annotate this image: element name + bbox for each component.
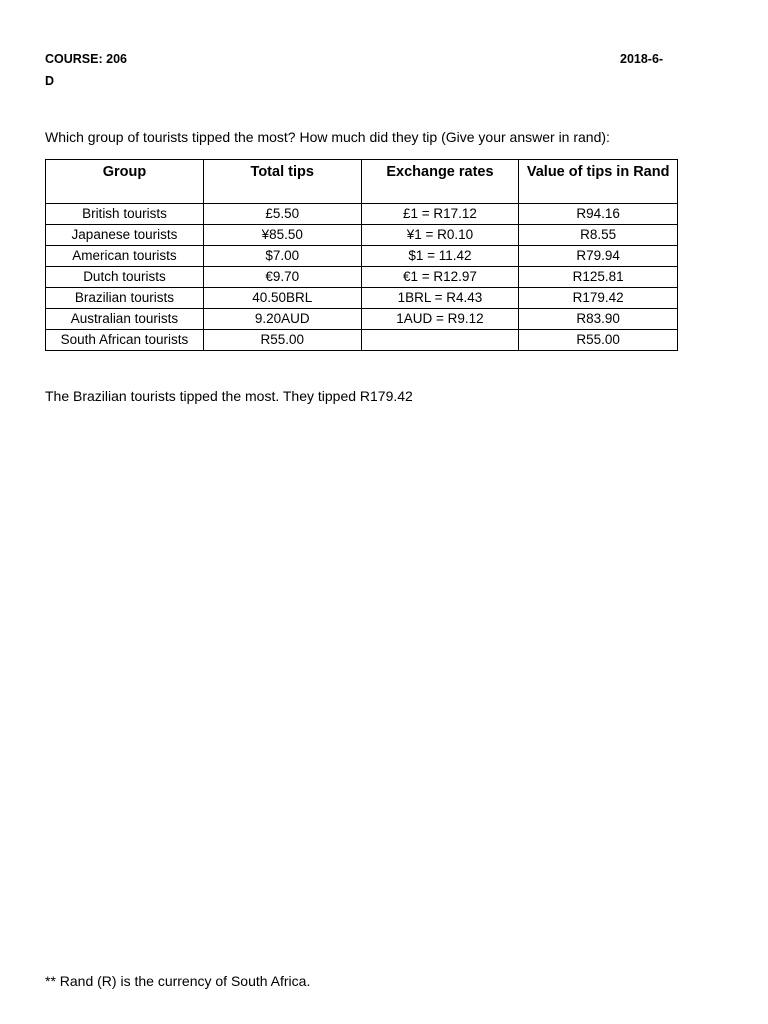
table-header-row	[46, 160, 678, 204]
total-tips-cell: £5.50	[203, 204, 361, 225]
table-row	[46, 288, 678, 309]
rand-value-cell: R83.90	[519, 309, 678, 330]
group-cell: British tourists	[46, 204, 204, 225]
exchange-rate-cell: 1BRL = R4.43	[361, 288, 519, 309]
rand-value-cell: R79.94	[519, 246, 678, 267]
footnote-text: ** Rand (R) is the currency of South Africa.	[45, 973, 311, 989]
exchange-rate-cell	[361, 330, 519, 351]
header-total-tips: Total tips	[203, 160, 361, 204]
total-tips-cell: 9.20AUD	[203, 309, 361, 330]
table-row	[46, 225, 678, 246]
answer-text: The Brazilian tourists tipped the most. They tipped R179.42	[45, 388, 413, 404]
exchange-rate-cell: €1 = R12.97	[361, 267, 519, 288]
total-tips-cell: $7.00	[203, 246, 361, 267]
header-group: Group	[46, 160, 204, 204]
group-cell: Dutch tourists	[46, 267, 204, 288]
total-tips-cell: €9.70	[203, 267, 361, 288]
table-row	[46, 330, 678, 351]
header-exchange-rates: Exchange rates	[361, 160, 519, 204]
rand-value-cell: R55.00	[519, 330, 678, 351]
rand-value-cell: R8.55	[519, 225, 678, 246]
tips-table	[45, 159, 678, 351]
header-value-in-rand: Value of tips in Rand	[519, 160, 678, 204]
course-header	[45, 48, 127, 92]
exchange-rate-cell: $1 = 11.42	[361, 246, 519, 267]
table-row	[46, 309, 678, 330]
exchange-rate-cell: ¥1 = R0.10	[361, 225, 519, 246]
rand-value-cell: R179.42	[519, 288, 678, 309]
table-row	[46, 246, 678, 267]
total-tips-cell: ¥85.50	[203, 225, 361, 246]
group-cell: American tourists	[46, 246, 204, 267]
rand-value-cell: R94.16	[519, 204, 678, 225]
course-section: D	[45, 74, 55, 88]
group-cell: Japanese tourists	[46, 225, 204, 246]
course-label: COURSE: 206	[45, 52, 127, 66]
date-label: 2018-6-	[620, 52, 664, 66]
group-cell: Australian tourists	[46, 309, 204, 330]
group-cell: Brazilian tourists	[46, 288, 204, 309]
exchange-rate-cell: £1 = R17.12	[361, 204, 519, 225]
group-cell: South African tourists	[46, 330, 204, 351]
rand-value-cell: R125.81	[519, 267, 678, 288]
question-text: Which group of tourists tipped the most? How much did they tip (Give your answer in rand):	[45, 129, 610, 145]
total-tips-cell: R55.00	[203, 330, 361, 351]
table-row	[46, 204, 678, 225]
table-row	[46, 267, 678, 288]
total-tips-cell: 40.50BRL	[203, 288, 361, 309]
exchange-rate-cell: 1AUD = R9.12	[361, 309, 519, 330]
